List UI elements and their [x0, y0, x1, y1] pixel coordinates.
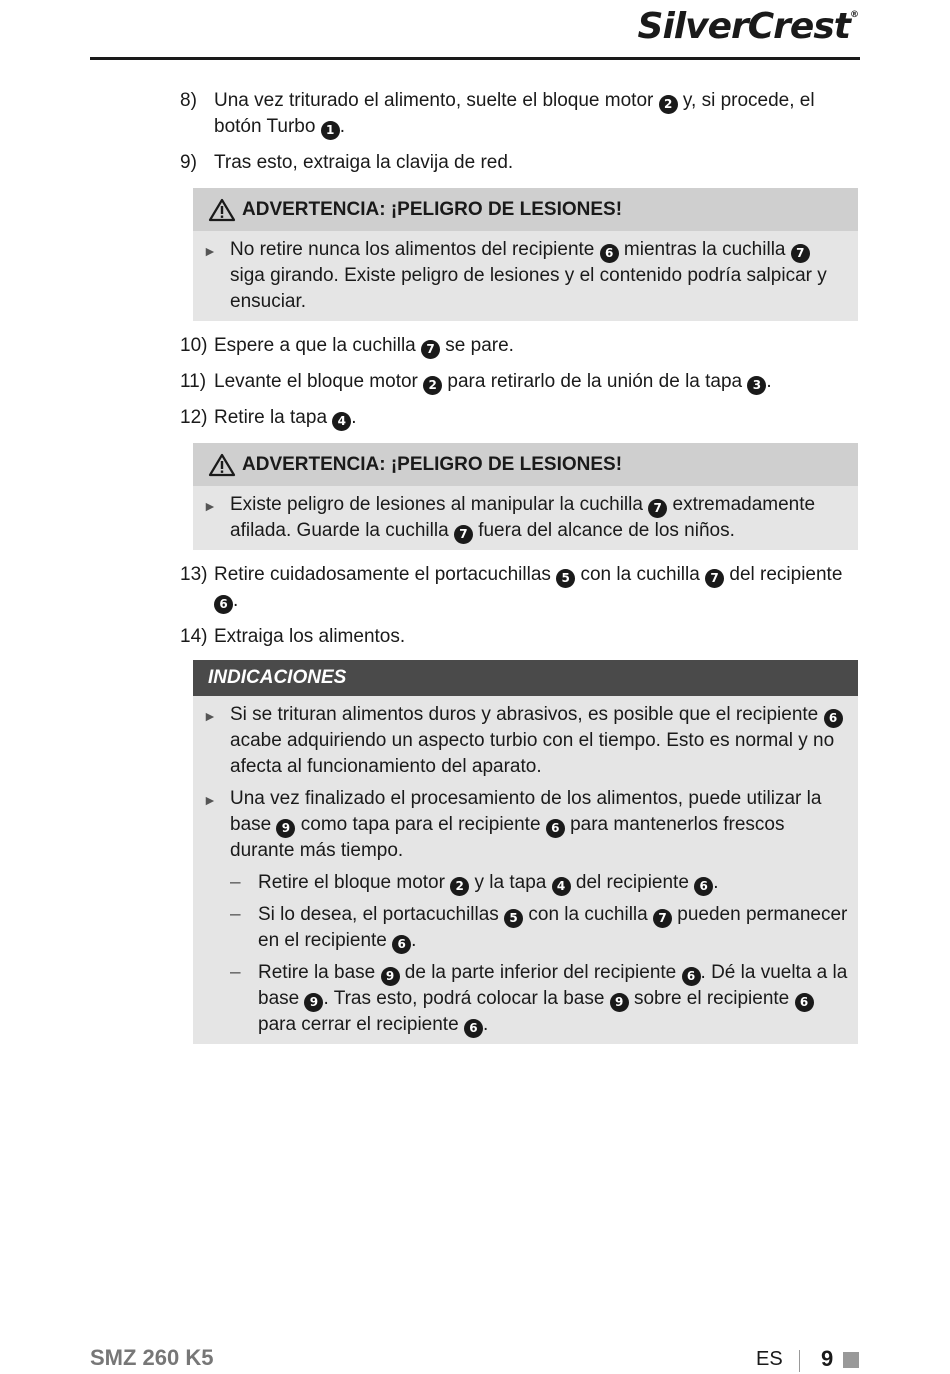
- bullet-arrow-icon: [203, 702, 230, 780]
- part-number-badge: 6: [392, 935, 411, 954]
- step-text: Levante el bloque motor 2 para retirarlo de la unión de la tapa 3 .: [214, 369, 860, 395]
- steps-group-a: [180, 88, 860, 176]
- part-number-badge: 6: [795, 993, 814, 1012]
- warning-bullets: [193, 486, 858, 544]
- brand-mark: ®: [850, 10, 858, 20]
- steps-group-c: [180, 562, 860, 650]
- step-number: 11): [180, 371, 207, 392]
- part-number-badge: 4: [332, 412, 351, 431]
- bullet-arrow-icon: [203, 786, 230, 864]
- warning-box-1: [193, 188, 858, 321]
- notes-title: INDICACIONES: [208, 667, 347, 688]
- steps-group-b: [180, 333, 860, 431]
- warning-title: ADVERTENCIA: ¡PELIGRO DE LESIONES!: [242, 198, 623, 220]
- part-number-badge: 4: [552, 877, 571, 896]
- part-number-badge: 5: [504, 909, 523, 928]
- part-number-badge: 9: [276, 819, 295, 838]
- step-item: [180, 150, 860, 176]
- part-number-badge: 6: [600, 244, 619, 263]
- dash-icon: –: [230, 962, 241, 983]
- part-number-badge: 2: [450, 877, 469, 896]
- step-item: [180, 624, 860, 650]
- step-number: 13): [180, 564, 208, 585]
- dash-icon: –: [230, 872, 241, 893]
- step-text: Extraiga los alimentos.: [214, 626, 406, 647]
- footer-separator: [799, 1350, 800, 1372]
- step-number: 9): [180, 152, 197, 173]
- step-item: [180, 88, 860, 140]
- sub-item-text: Si lo desea, el portacuchillas 5 con la cuchilla 7 pueden permanecer en el recipiente 6 .: [258, 902, 848, 954]
- footer-language: ES: [756, 1348, 783, 1370]
- warning-header: [193, 443, 858, 486]
- header-rule: [90, 57, 860, 60]
- step-number: 14): [180, 626, 208, 647]
- brand-name: SilverCrest: [637, 6, 850, 47]
- step-number: 8): [180, 90, 197, 111]
- step-text: Tras esto, extraiga la clavija de red.: [214, 152, 514, 173]
- part-number-badge: 7: [648, 499, 667, 518]
- warning-bullets: [193, 231, 858, 315]
- bullet-arrow-icon: [203, 492, 230, 544]
- manual-content: [180, 88, 860, 1056]
- part-number-badge: 9: [304, 993, 323, 1012]
- warning-title: ADVERTENCIA: ¡PELIGRO DE LESIONES!: [242, 453, 623, 475]
- notes-header: [193, 660, 858, 696]
- bullet-item: [193, 696, 858, 780]
- step-item: [180, 562, 860, 614]
- step-number: 10): [180, 335, 208, 356]
- sub-item-text: Retire la base 9 de la parte inferior del recipiente 6 . Dé la vuelta a la base 9 . Tras esto, podrá colocar la base 9 sobre el recipiente 6 para cerrar el recipiente 6 .: [258, 960, 848, 1038]
- step-text: Espere a que la cuchilla 7 se pare.: [214, 333, 860, 359]
- part-number-badge: 2: [423, 376, 442, 395]
- part-number-badge: 7: [421, 340, 440, 359]
- step-number: 12): [180, 407, 208, 428]
- step-text: Retire cuidadosamente el portacuchillas 5 con la cuchilla 7 del recipiente 6 .: [214, 562, 860, 614]
- part-number-badge: 3: [747, 376, 766, 395]
- part-number-badge: 7: [705, 569, 724, 588]
- part-number-badge: 6: [464, 1019, 483, 1038]
- part-number-badge: 6: [694, 877, 713, 896]
- part-number-badge: 6: [546, 819, 565, 838]
- dash-icon: –: [230, 904, 241, 925]
- warning-triangle-icon: [208, 198, 236, 222]
- part-number-badge: 9: [610, 993, 629, 1012]
- part-number-badge: 6: [682, 967, 701, 986]
- bullet-text: Existe peligro de lesiones al manipular la cuchilla 7 extremadamente afilada. Guarde la cuchilla 7 fuera del alcance de los niños.: [230, 492, 848, 544]
- footer-square-mark: [843, 1352, 859, 1368]
- bullet-text: Una vez finalizado el procesamiento de los alimentos, puede utilizar la base 9 como tapa para el recipiente 6 para mantenerlos frescos durante más tiempo.: [230, 788, 822, 861]
- warning-triangle-icon: [208, 453, 236, 477]
- notes-bullets: [193, 696, 858, 864]
- step-item: [180, 405, 860, 431]
- part-number-badge: 7: [791, 244, 810, 263]
- notes-subitems: [193, 864, 858, 1038]
- bullet-item: [193, 231, 858, 315]
- part-number-badge: 7: [653, 909, 672, 928]
- part-number-badge: 2: [659, 95, 678, 114]
- step-text: Una vez triturado el alimento, suelte el bloque motor 2 y, si procede, el botón Turbo 1 .: [214, 88, 860, 140]
- part-number-badge: 6: [214, 595, 233, 614]
- step-item: [180, 369, 860, 395]
- part-number-badge: 7: [454, 525, 473, 544]
- bullet-item: [193, 486, 858, 544]
- part-number-badge: 9: [381, 967, 400, 986]
- notes-box: [193, 660, 858, 1044]
- part-number-badge: 5: [556, 569, 575, 588]
- part-number-badge: 6: [824, 709, 843, 728]
- bullet-arrow-icon: [203, 237, 230, 315]
- step-text: Retire la tapa 4 .: [214, 405, 860, 431]
- sub-item: [193, 954, 858, 1038]
- page-number: 9: [821, 1346, 834, 1371]
- part-number-badge: 1: [321, 121, 340, 140]
- brand-logo: [638, 6, 858, 47]
- footer-model: SMZ 260 K5: [90, 1345, 214, 1370]
- sub-item: [193, 864, 858, 896]
- bullet-text: Si se trituran alimentos duros y abrasivos, es posible que el recipiente 6 acabe adquiriendo un aspecto turbio con el tiempo. Esto es normal y no afecta al funcionamiento del aparato.: [230, 702, 848, 780]
- sub-item: [193, 896, 858, 954]
- sub-item-text: Retire el bloque motor 2 y la tapa 4 del recipiente 6 .: [258, 870, 848, 896]
- warning-box-2: [193, 443, 858, 550]
- step-item: [180, 333, 860, 359]
- bullet-item: [193, 780, 858, 864]
- bullet-text: No retire nunca los alimentos del recipiente 6 mientras la cuchilla 7 siga girando. Existe peligro de lesiones y el contenido podría salpicar y ensuciar.: [230, 239, 827, 312]
- warning-header: [193, 188, 858, 231]
